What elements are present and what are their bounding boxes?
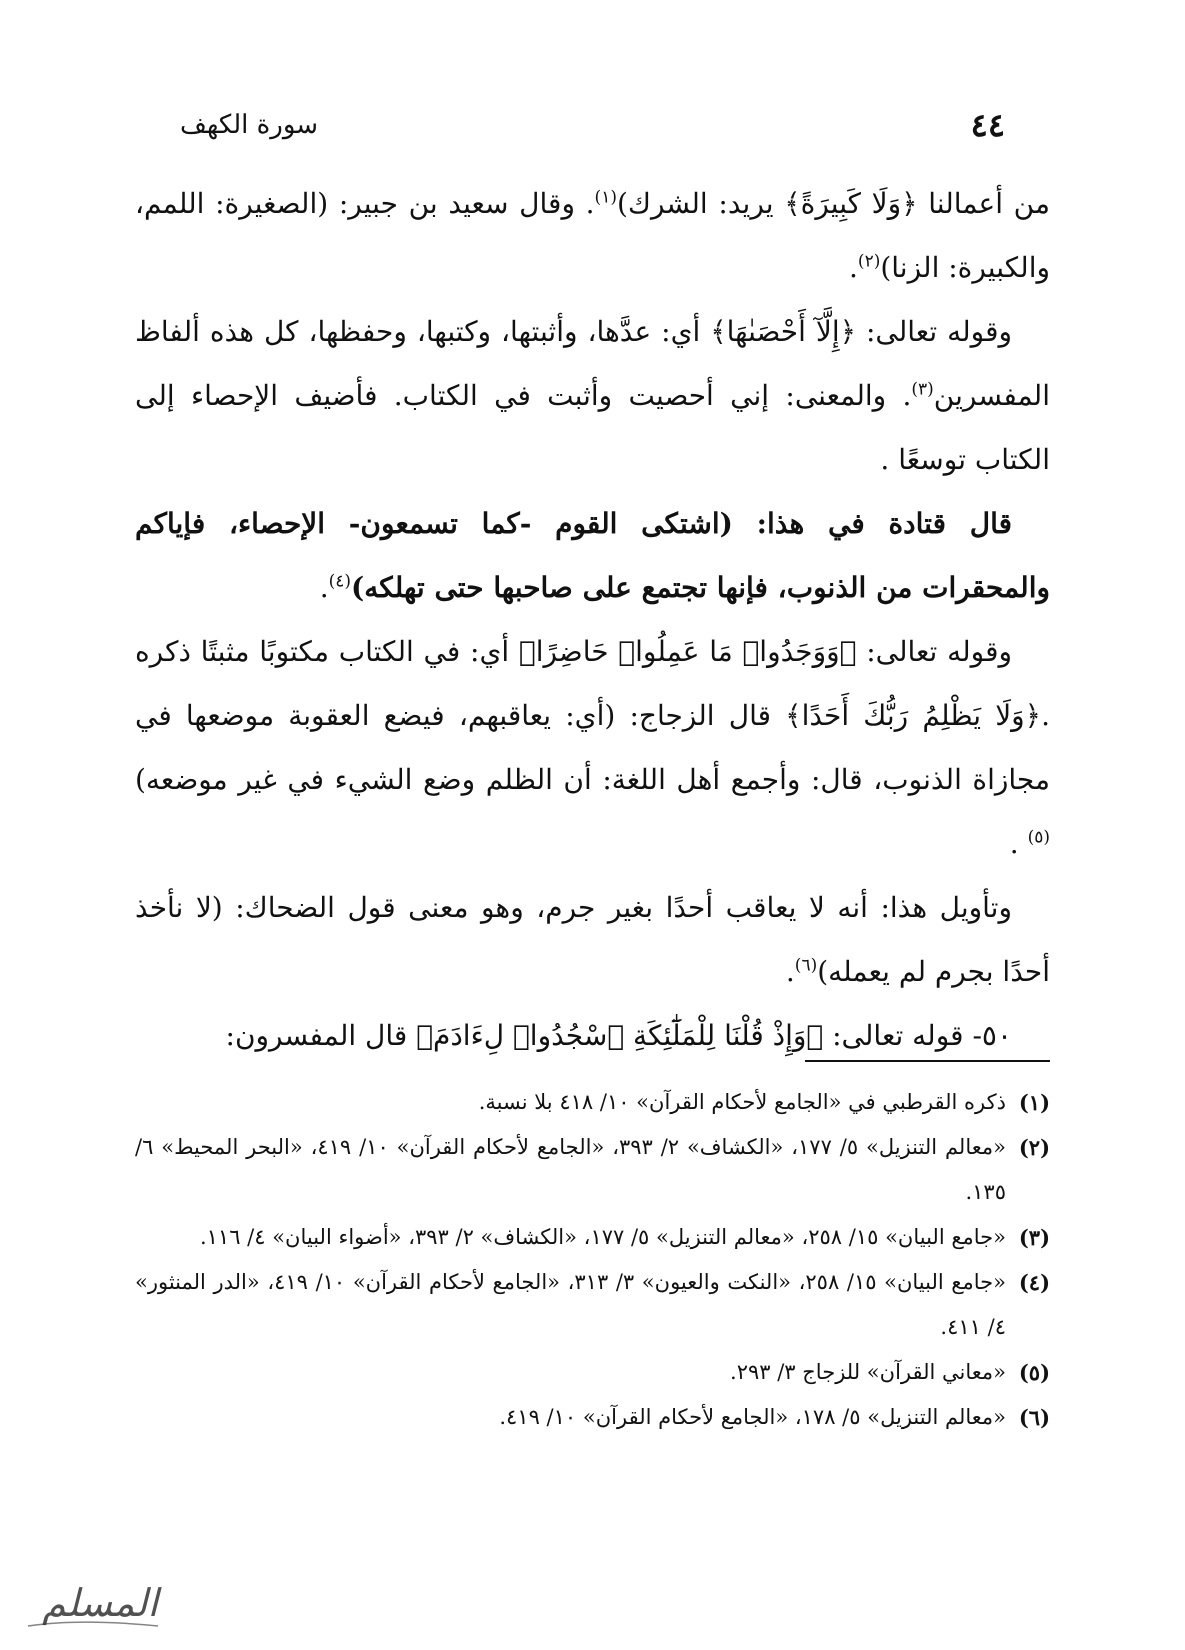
- text-segment: وتأويل هذا: أنه لا يعاقب أحدًا بغير جرم، وهو معنى قول الضحاك: (لا نأخذ أحدًا بجرم لم يعمله): [135, 891, 1050, 988]
- footnote: [135, 1395, 1050, 1440]
- text-segment: قال الزجاج: (أي: يعاقبهم، فيضع العقوبة موضعها في مجازاة الذنوب، قال: وأجمع أهل اللغة: أن الظلم وضع الشيء في غير موضعه): [135, 699, 1050, 796]
- paragraph: [135, 876, 1050, 1004]
- text-segment: . وقال سعيد بن جبير: (الصغيرة: اللمم، والكبيرة: الزنا): [135, 187, 1050, 284]
- page-number: ٤٤: [970, 106, 1005, 144]
- footnote-ref: (٣): [911, 379, 934, 400]
- footnote-text: «معاني القرآن» للزجاج ٣/ ٢٩٣.: [730, 1360, 1006, 1384]
- footnotes: [135, 1080, 1050, 1440]
- text-segment: أي: عدَّها، وأثبتها، وكتبها، وحفظها، كل هذه ألفاظ المفسرين: [135, 315, 1050, 412]
- footnote-ref: (٤): [328, 571, 352, 592]
- text-segment: وقوله تعالى:: [856, 315, 1012, 348]
- text-segment: من أعمالنا: [917, 187, 1050, 220]
- footnote-ref: (٥): [1027, 827, 1050, 848]
- footnote: [135, 1350, 1050, 1395]
- main-text: [135, 172, 1050, 1068]
- page-header: [180, 100, 1005, 150]
- page-title: سورة الكهف: [180, 110, 319, 140]
- footnote-text: ذكره القرطبي في «الجامع لأحكام القرآن» ١٠/ ٤١٨ بلا نسبة.: [478, 1090, 1006, 1114]
- paragraph: [135, 300, 1050, 492]
- footnote-number: (٣): [1018, 1225, 1050, 1250]
- text-segment: . والمعنى: إني أحصيت وأثبت في الكتاب. فأضيف الإحصاء إلى الكتاب توسعًا .: [135, 379, 1050, 476]
- footnote-text: «معالم التنزيل» ٥/ ١٧٨، «الجامع لأحكام القرآن» ١٠/ ٤١٩.: [499, 1405, 1006, 1429]
- text-segment: يريد: الشرك): [616, 187, 785, 220]
- text-segment: قال قتادة في هذا: (اشتكى القوم -كما تسمعون- الإحصاء، فإياكم والمحقرات من الذنوب، فإنها تجتمع على صاحبها حتى تهلكه): [135, 507, 1050, 604]
- footnote-text: «معالم التنزيل» ٥/ ١٧٧، «الكشاف» ٢/ ٣٩٣، «الجامع لأحكام القرآن» ١٠/ ٤١٩، «البحر المحيط» ٦/ ١٣٥.: [135, 1135, 1006, 1204]
- footnote-number: (٤): [1018, 1270, 1050, 1295]
- text-segment: .: [319, 571, 329, 604]
- text-segment: ٥٠- قوله تعالى:: [823, 1019, 1012, 1052]
- footnote-number: (٢): [1018, 1135, 1050, 1160]
- watermark-text: المسلم: [42, 1581, 158, 1625]
- paragraph: [135, 492, 1050, 620]
- quran-verse: ﴿إِلَّآ أَحْصَىٰهَا﴾: [710, 315, 857, 348]
- footnote-number: (١): [1018, 1090, 1050, 1115]
- paragraph: [135, 620, 1050, 876]
- text-segment: أي: في الكتاب مكتوبًا مثبتًا ذكره .: [135, 635, 1050, 732]
- footnote: [135, 1260, 1050, 1350]
- text-segment: .: [785, 955, 795, 988]
- text-segment: .: [1009, 827, 1028, 860]
- footnote-number: (٥): [1018, 1360, 1050, 1385]
- footnote-ref: (٦): [794, 955, 818, 976]
- quran-verse: ﴿وَوَجَدُوا۟ مَا عَمِلُوا۟ حَاضِرًا﴾: [518, 635, 857, 668]
- footnote: [135, 1125, 1050, 1215]
- quran-verse: ﴿وَلَا يَظْلِمُ رَبُّكَ أَحَدًا﴾: [785, 699, 1042, 732]
- text-segment: قال المفسرون:: [225, 1019, 417, 1052]
- quran-verse: ﴿وَإِذْ قُلْنَا لِلْمَلَٰٓئِكَةِ ٱسْجُدُوا۟ لِءَادَمَ﴾: [416, 1019, 824, 1052]
- paragraph: [135, 1004, 1050, 1068]
- text-segment: .: [849, 251, 858, 284]
- footnote: [135, 1080, 1050, 1125]
- text-segment: وقوله تعالى:: [856, 635, 1012, 668]
- footnote-ref: (٢): [857, 251, 881, 272]
- footnote-number: (٦): [1018, 1405, 1050, 1430]
- footnote-text: «جامع البيان» ١٥/ ٢٥٨، «معالم التنزيل» ٥/ ١٧٧، «الكشاف» ٢/ ٣٩٣، «أضواء البيان» ٤/ ١١٦.: [199, 1225, 1006, 1249]
- footnote: [135, 1215, 1050, 1260]
- footnote-text: «جامع البيان» ١٥/ ٢٥٨، «النكت والعيون» ٣/ ٣١٣، «الجامع لأحكام القرآن» ١٠/ ٤١٩، «الدر المنثور» ٤/ ٤١١.: [135, 1270, 1006, 1339]
- footnote-ref: (١): [594, 187, 617, 208]
- paragraph: [135, 172, 1050, 300]
- footnote-divider: [805, 1060, 1050, 1062]
- watermark-logo: [8, 1568, 168, 1638]
- quran-verse: ﴿وَلَا كَبِيرَةً﴾: [784, 187, 918, 220]
